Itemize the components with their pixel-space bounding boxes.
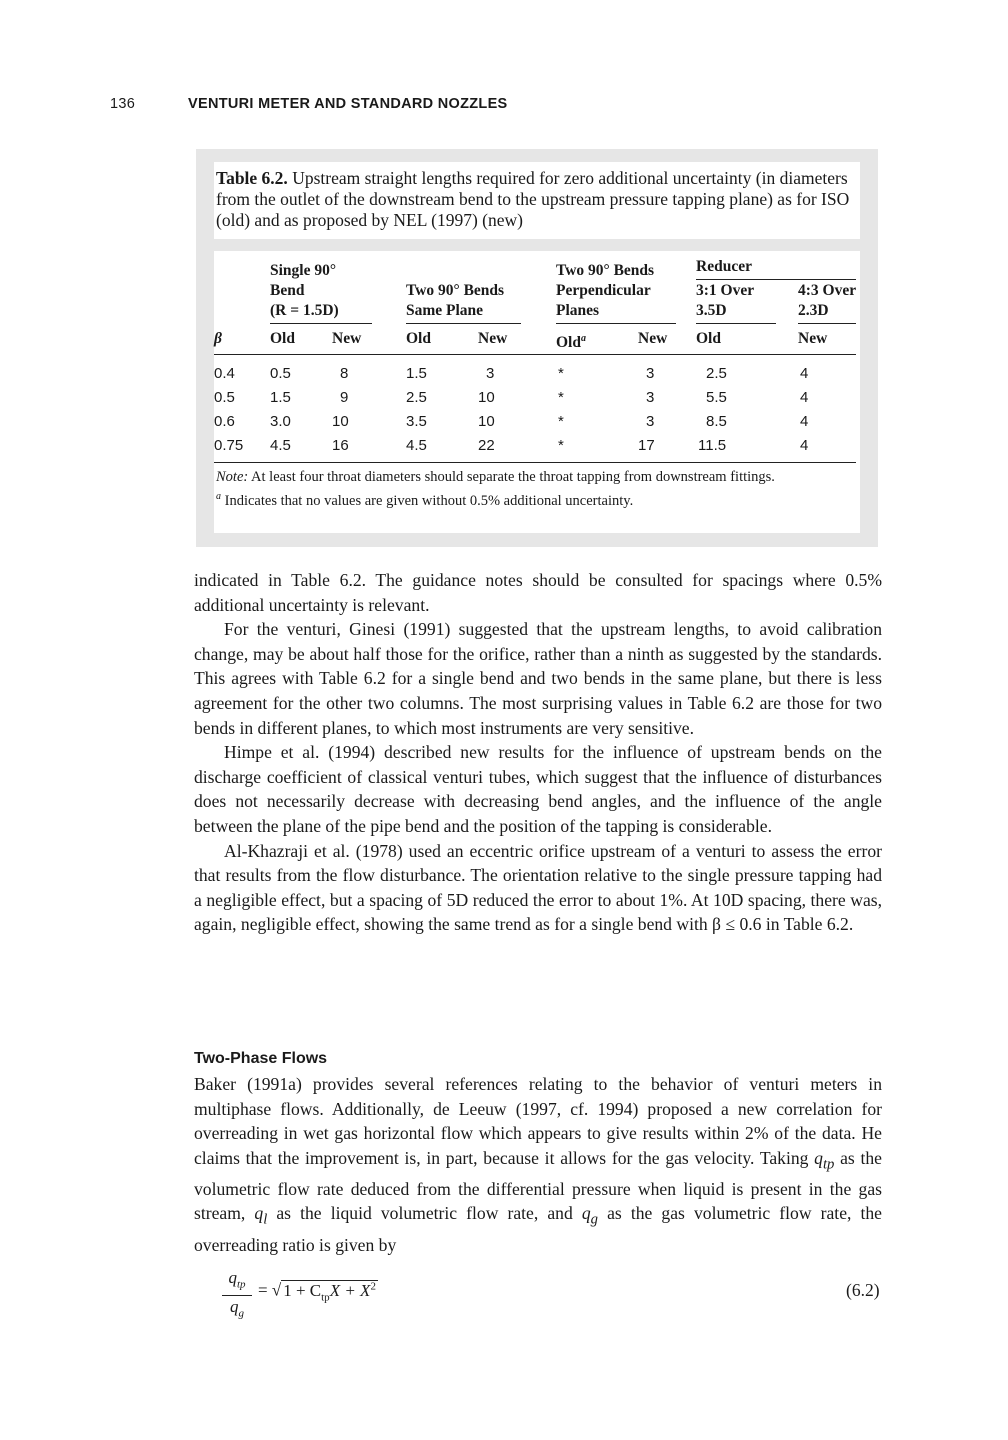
header-line: Perpendicular (556, 282, 651, 299)
col-header-new: New (332, 330, 362, 347)
var: q (254, 1203, 264, 1224)
var-q-l (254, 1203, 268, 1228)
subscript: tp (822, 1156, 835, 1173)
cell: 4 (800, 365, 809, 382)
col-header-old: Old (406, 330, 431, 347)
caption-divider-band (196, 239, 878, 251)
cell: 3 (646, 413, 655, 430)
table-inner (214, 162, 860, 533)
cell: 8.5 (706, 413, 727, 430)
footnote-mark: a (216, 491, 221, 502)
cell: 16 (332, 437, 349, 454)
reducer-31-rule (696, 323, 776, 324)
cell: 1.5 (270, 389, 291, 406)
radical-sign: √ (271, 1280, 282, 1300)
cell: 22 (478, 437, 495, 454)
body-paragraphs (194, 568, 882, 937)
col-header-new: New (638, 330, 668, 347)
cell: 10 (478, 413, 495, 430)
header-line: Same Plane (406, 302, 484, 319)
col-header-beta: β (214, 330, 222, 347)
section-heading: Two-Phase Flows (194, 1050, 328, 1067)
superscript: 2 (370, 1280, 376, 1292)
header-line: 4:3 Over (798, 282, 857, 299)
header-bottom-rule (214, 354, 856, 355)
caption-text: Upstream straight lengths required for zero additional uncertainty (in diameters from the outlet of the downstream bend to the upstream pressure tapping plane) as for ISO (old) and as proposed by NEL (1997) (new) (216, 168, 850, 230)
cell: 0.5 (270, 365, 291, 382)
reducer-rule (696, 279, 856, 280)
header-line: Bend (270, 282, 305, 299)
reducer-43-rule (798, 323, 856, 324)
header-two-bends-same (406, 281, 504, 321)
paragraph: Al-Khazraji et al. (1978) used an eccentric orifice upstream of a venturi to assess the error that results from the flow disturbance. The orientation relative to the single pressure tapping had a negligible effect, but a spacing of 5D reduced the error to about 1%. At 10D spacing, there was, again, negligible effect, showing the same trend as for a single bend with β ≤ 0.6 in Table 6.2. (194, 840, 882, 935)
header-line: (R = 1.5D) (270, 302, 339, 319)
denominator (222, 1297, 252, 1323)
cell: 4 (800, 413, 809, 430)
caption-label: Table 6.2. (216, 168, 288, 188)
cell: * (558, 413, 564, 430)
note-text: At least four throat diameters should separate the throat tapping from downstream fittings. (251, 469, 775, 485)
col-header-old: Old (270, 330, 295, 347)
var: q (814, 1147, 823, 1168)
cell: 4 (800, 437, 809, 454)
var: q (228, 1268, 237, 1287)
equals-sign: = (258, 1280, 268, 1300)
subscript: g (590, 1212, 598, 1228)
fraction (222, 1268, 252, 1324)
col-header-new: New (478, 330, 508, 347)
text-run: as the liquid volumetric flow rate, and (267, 1203, 582, 1224)
header-line: Single 90° (270, 262, 337, 279)
header-reducer: Reducer (696, 258, 752, 275)
paragraph: Himpe et al. (1994) described new results for the influence of upstream bends on the discharge coefficient of classical venturi tubes, which suggest that the influence of disturbances does not necessarily decrease with decreasing bend angles, and the influence of the angle between the plane of the pipe bend and the position of the tapping is considerable. (194, 742, 882, 836)
header-line: 3.5D (696, 302, 727, 319)
paragraph: indicated in Table 6.2. The guidance notes should be consulted for spacings where 0.5% additional uncertainty is relevant. (194, 570, 882, 615)
cell: 2.5 (406, 389, 427, 406)
cell: 1.5 (406, 365, 427, 382)
header-line: Planes (556, 302, 600, 319)
text-run: as the gas volumetric flow rate, the overreading ratio is given by (194, 1203, 882, 1255)
table-caption (214, 162, 860, 231)
text-run: as the volumetric flow rate deduced from the differential pressure when liquid is present in the gas stream, (194, 1147, 882, 1224)
equation-rhs (258, 1280, 378, 1303)
table-bottom-rule (214, 462, 856, 463)
header-line: Two 90° Bends (406, 282, 505, 299)
header-single-bend (270, 261, 339, 321)
cell-beta: 0.75 (214, 437, 244, 454)
single-bend-rule (270, 323, 372, 324)
var-q-g (581, 1203, 598, 1228)
table-6-2-box (196, 149, 878, 547)
cell: 9 (340, 389, 349, 406)
radicand-part: 1 + C (283, 1280, 322, 1300)
var: q (230, 1297, 239, 1317)
header-reducer-31 (696, 281, 754, 321)
radicand (281, 1280, 378, 1304)
cell: 10 (478, 389, 495, 406)
page-number: 136 (110, 96, 136, 112)
col-header-old-perp (556, 329, 586, 353)
cell: 10 (332, 413, 349, 430)
subscript: tp (321, 1291, 330, 1304)
cell: 8 (340, 365, 349, 382)
cell: 3 (646, 365, 655, 382)
header-reducer-43 (798, 281, 856, 321)
cell: * (558, 437, 564, 454)
cell: 3 (646, 389, 655, 406)
var: q (581, 1203, 591, 1224)
chapter-title: VENTURI METER AND STANDARD NOZZLES (188, 96, 508, 112)
cell-beta: 0.4 (214, 365, 235, 382)
paragraph: For the venturi, Ginesi (1991) suggested that the upstream lengths, to avoid calibration change, may be about half those for the orifice, rather than a ninth as suggested by the standards. This agrees with Table 6.2 for a single bend and two bends in the same plane, but there is less agreement for the other two columns. The most surprising values in Table 6.2 are those for two bends in different planes, to which most instruments are very sensitive. (194, 619, 882, 738)
subscript: tp (236, 1278, 246, 1291)
cell: * (558, 365, 564, 382)
running-head (110, 96, 508, 112)
header-line: 3:1 Over (696, 282, 755, 299)
header-line: 2.3D (798, 302, 829, 319)
equation-number: (6.2) (846, 1280, 880, 1300)
fraction-bar (222, 1295, 252, 1296)
subscript: l (263, 1212, 268, 1228)
note-line (216, 468, 856, 487)
cell: 5.5 (706, 389, 727, 406)
cell: 3.0 (270, 413, 291, 430)
two-phase-paragraph (194, 1072, 882, 1257)
cell: 11.5 (698, 437, 727, 454)
text-run: Baker (1991a) provides several references relating to the behavior of venturi meters in multiphase flows. Additionally, de Leeuw (1997, cf. 1994) proposed a new correlation for overreading in wet gas horizontal flow which appears to give results within 2% of the data. He claims that the improvement is, in part, because it allows for the gas velocity. Taking (194, 1074, 882, 1168)
cell-beta: 0.5 (214, 389, 235, 406)
subscript: g (238, 1307, 244, 1320)
cell: 17 (638, 437, 655, 454)
cell: 4.5 (270, 437, 291, 454)
numerator (222, 1268, 252, 1294)
cell: 2.5 (706, 365, 727, 382)
col-header-new: New (798, 330, 828, 347)
cell: 4 (800, 389, 809, 406)
var-q-tp (814, 1147, 835, 1173)
cell: 4.5 (406, 437, 427, 454)
cell: * (558, 389, 564, 406)
two-bends-perp-rule (556, 323, 676, 324)
col-header-old-text: Old (556, 334, 581, 352)
note-label: Note: (216, 469, 249, 485)
cell-beta: 0.6 (214, 413, 235, 430)
table-note (216, 468, 856, 511)
col-header-old: Old (696, 330, 721, 347)
paragraph (194, 1072, 882, 1257)
header-line: Two 90° Bends (556, 262, 655, 279)
footnote-text: Indicates that no values are given without 0.5% additional uncertainty. (224, 492, 634, 509)
footnote-mark: a (580, 333, 586, 344)
header-two-bends-perp (556, 261, 654, 321)
cell: 3 (486, 365, 495, 382)
cell: 3.5 (406, 413, 427, 430)
radicand-part: X + X (329, 1280, 371, 1300)
two-bends-same-rule (406, 323, 521, 324)
footnote-line (216, 487, 856, 511)
